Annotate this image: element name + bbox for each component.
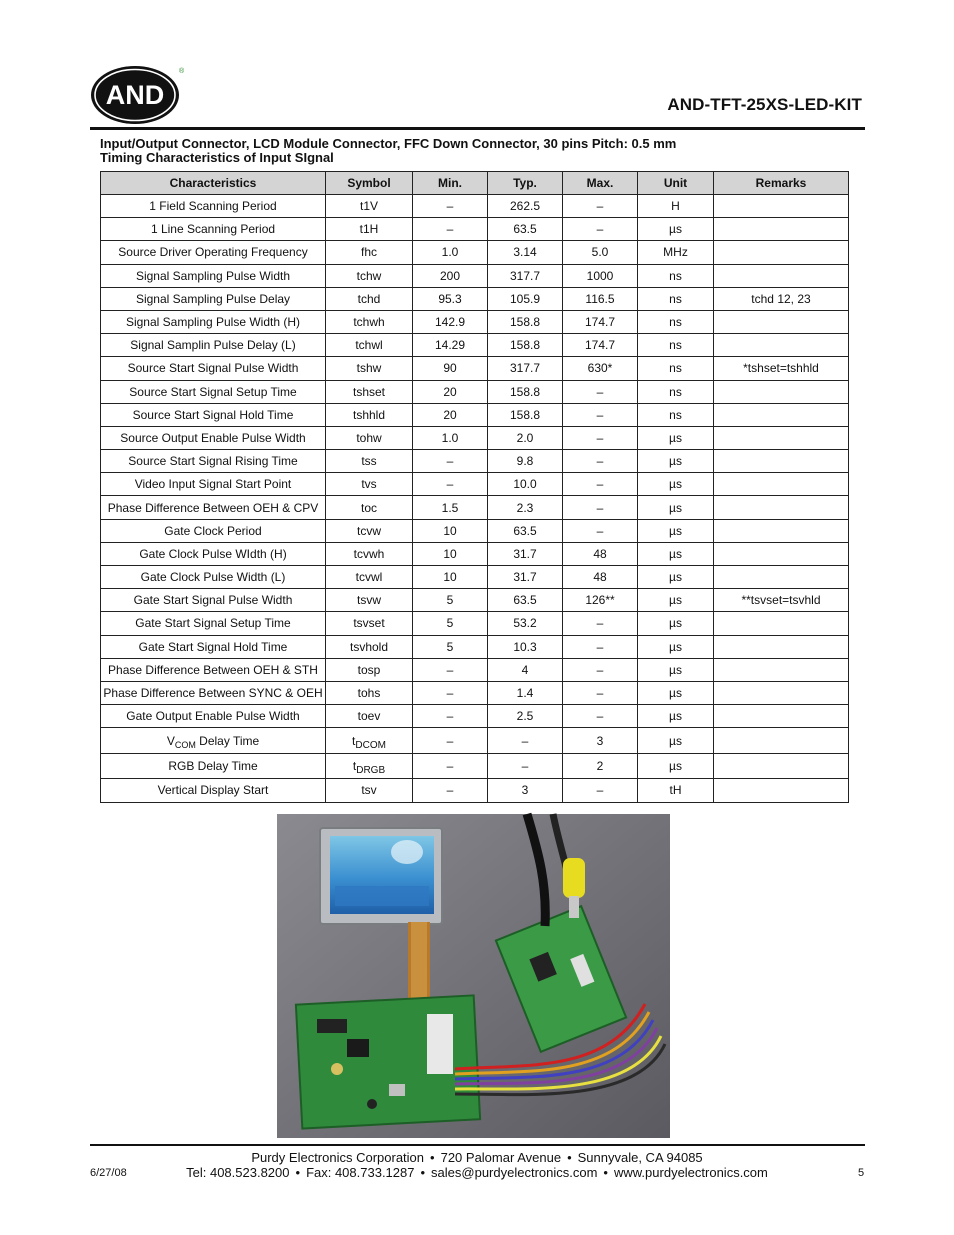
- cell-remarks: [714, 264, 849, 287]
- cell-max: –: [563, 519, 638, 542]
- cell-remarks: [714, 426, 849, 449]
- footer-website-link[interactable]: www.purdyelectronics.com: [613, 1165, 768, 1180]
- footer-city: Sunnyvale, CA 94085: [577, 1150, 703, 1165]
- cell-symbol: tshw: [326, 357, 413, 380]
- cell-remarks: [714, 473, 849, 496]
- cell-symbol: tvs: [326, 473, 413, 496]
- cell-remarks: [714, 566, 849, 589]
- cell-unit: ns: [638, 334, 714, 357]
- cell-symbol: tcvwl: [326, 566, 413, 589]
- table-row: [101, 310, 849, 333]
- cell-characteristic: Gate Clock Pulse Width (L): [101, 566, 326, 589]
- cell-max: –: [563, 635, 638, 658]
- table-row: [101, 287, 849, 310]
- cell-max: –: [563, 403, 638, 426]
- cell-symbol: tchw: [326, 264, 413, 287]
- cell-unit: µs: [638, 612, 714, 635]
- timing-characteristics-table: [100, 171, 849, 803]
- cell-characteristic: Source Start Signal Hold Time: [101, 403, 326, 426]
- cell-symbol: tohs: [326, 681, 413, 704]
- footer-street: 720 Palomar Avenue: [440, 1150, 562, 1165]
- cell-remarks: [714, 218, 849, 241]
- cell-typ: 63.5: [488, 519, 563, 542]
- cell-min: –: [413, 681, 488, 704]
- cell-typ: 262.5: [488, 195, 563, 218]
- cell-unit: tH: [638, 779, 714, 802]
- table-header-row: [101, 172, 849, 195]
- table-row: [101, 635, 849, 658]
- column-header-symbol: Symbol: [326, 172, 413, 195]
- cell-characteristic: Source Output Enable Pulse Width: [101, 426, 326, 449]
- cell-unit: ns: [638, 380, 714, 403]
- cell-typ: 63.5: [488, 218, 563, 241]
- table-row: [101, 519, 849, 542]
- cell-characteristic: Phase Difference Between SYNC & OEH: [101, 681, 326, 704]
- cell-remarks: [714, 779, 849, 802]
- cell-characteristic: Signal Samplin Pulse Delay (L): [101, 334, 326, 357]
- cell-characteristic: Source Start Signal Rising Time: [101, 450, 326, 473]
- heading-line-2: Timing Characteristics of Input SIgnal: [100, 150, 334, 165]
- cell-symbol: tchwh: [326, 310, 413, 333]
- table-row: [101, 380, 849, 403]
- cell-unit: µs: [638, 753, 714, 779]
- cell-max: 630*: [563, 357, 638, 380]
- cell-typ: 158.8: [488, 403, 563, 426]
- cell-min: 200: [413, 264, 488, 287]
- cell-symbol: tsv: [326, 779, 413, 802]
- cell-symbol: tchwl: [326, 334, 413, 357]
- cell-typ: 158.8: [488, 310, 563, 333]
- table-row: [101, 496, 849, 519]
- cell-typ: 1.4: [488, 681, 563, 704]
- cell-unit: µs: [638, 426, 714, 449]
- cell-typ: 317.7: [488, 264, 563, 287]
- cell-min: –: [413, 728, 488, 754]
- cell-typ: 158.8: [488, 334, 563, 357]
- cell-remarks: [714, 612, 849, 635]
- table-row-rgb-delay: [101, 753, 849, 779]
- cell-unit: ns: [638, 264, 714, 287]
- footer-rule: [90, 1144, 865, 1146]
- cell-symbol: $t_{DRGB}$: [326, 753, 413, 779]
- cell-remarks: tchd 12, 23: [714, 287, 849, 310]
- cell-typ: –: [488, 728, 563, 754]
- cell-max: 174.7: [563, 334, 638, 357]
- cell-unit: µs: [638, 496, 714, 519]
- table-row: [101, 705, 849, 728]
- cell-max: –: [563, 681, 638, 704]
- cell-min: 142.9: [413, 310, 488, 333]
- cell-characteristic: Video Input Signal Start Point: [101, 473, 326, 496]
- cell-unit: µs: [638, 589, 714, 612]
- cell-unit: µs: [638, 566, 714, 589]
- cell-remarks: [714, 658, 849, 681]
- footer-contact-line: Tel: 408.523.8200 • Fax: 408.733.1287 • sales@purdyelectronics.com • www.purdyelectronics.com: [186, 1165, 768, 1180]
- cell-min: –: [413, 705, 488, 728]
- cell-symbol: fhc: [326, 241, 413, 264]
- cell-remarks: [714, 450, 849, 473]
- cell-min: –: [413, 218, 488, 241]
- table-row: [101, 334, 849, 357]
- cell-remarks: [714, 519, 849, 542]
- table-row: [101, 218, 849, 241]
- cell-symbol: tchd: [326, 287, 413, 310]
- cell-max: –: [563, 658, 638, 681]
- cell-characteristic: Phase Difference Between OEH & STH: [101, 658, 326, 681]
- cell-remarks: [714, 403, 849, 426]
- footer-fax: Fax: 408.733.1287: [306, 1165, 415, 1180]
- table-row: [101, 589, 849, 612]
- cell-remarks: [714, 334, 849, 357]
- cell-remarks: [714, 195, 849, 218]
- footer-tel: Tel: 408.523.8200: [186, 1165, 290, 1180]
- cell-symbol: tss: [326, 450, 413, 473]
- cell-remarks: [714, 705, 849, 728]
- table-row: [101, 658, 849, 681]
- table-row: [101, 241, 849, 264]
- cell-typ: 317.7: [488, 357, 563, 380]
- cell-unit: µs: [638, 658, 714, 681]
- cell-symbol: tsvset: [326, 612, 413, 635]
- cell-characteristic: Signal Sampling Pulse Width (H): [101, 310, 326, 333]
- cell-unit: µs: [638, 473, 714, 496]
- cell-max: 174.7: [563, 310, 638, 333]
- cell-min: 10: [413, 519, 488, 542]
- cell-min: 20: [413, 380, 488, 403]
- cell-characteristic: Source Start Signal Setup Time: [101, 380, 326, 403]
- table-row: [101, 473, 849, 496]
- cell-min: 10: [413, 542, 488, 565]
- cell-typ: 105.9: [488, 287, 563, 310]
- cell-characteristic: 1 Field Scanning Period: [101, 195, 326, 218]
- cell-typ: 158.8: [488, 380, 563, 403]
- cell-characteristic: Gate Start Signal Pulse Width: [101, 589, 326, 612]
- cell-min: 5: [413, 612, 488, 635]
- logo-text: AND: [105, 80, 165, 110]
- cell-unit: MHz: [638, 241, 714, 264]
- table-row: [101, 450, 849, 473]
- cell-typ: 9.8: [488, 450, 563, 473]
- cell-symbol: tsvhold: [326, 635, 413, 658]
- cell-max: 5.0: [563, 241, 638, 264]
- cell-min: –: [413, 658, 488, 681]
- cell-max: 116.5: [563, 287, 638, 310]
- cell-characteristic: Vertical Display Start: [101, 779, 326, 802]
- cell-typ: 2.0: [488, 426, 563, 449]
- cell-unit: µs: [638, 705, 714, 728]
- cell-remarks: [714, 310, 849, 333]
- cell-characteristic: Gate Start Signal Setup Time: [101, 612, 326, 635]
- cell-characteristic: Signal Sampling Pulse Width: [101, 264, 326, 287]
- cell-typ: 53.2: [488, 612, 563, 635]
- table-row-vertical-display-start: [101, 779, 849, 802]
- column-header-characteristics: Characteristics: [101, 172, 326, 195]
- cell-unit: µs: [638, 681, 714, 704]
- cell-symbol: toc: [326, 496, 413, 519]
- footer-address-line: Purdy Electronics Corporation • 720 Palomar Avenue • Sunnyvale, CA 94085: [251, 1150, 703, 1165]
- cell-max: –: [563, 612, 638, 635]
- cell-characteristic: Gate Clock Period: [101, 519, 326, 542]
- cell-characteristic: Phase Difference Between OEH & CPV: [101, 496, 326, 519]
- header-rule: [90, 127, 865, 130]
- cell-max: 1000: [563, 264, 638, 287]
- cell-min: –: [413, 753, 488, 779]
- cell-typ: 63.5: [488, 589, 563, 612]
- cell-characteristic: Source Driver Operating Frequency: [101, 241, 326, 264]
- heading-line-1: Input/Output Connector, LCD Module Connector, FFC Down Connector, 30 pins Pitch: 0.5 mm: [100, 136, 677, 151]
- column-header-remarks: Remarks: [714, 172, 849, 195]
- cell-min: 5: [413, 589, 488, 612]
- table-row: [101, 566, 849, 589]
- cell-max: –: [563, 380, 638, 403]
- cell-symbol: tshhld: [326, 403, 413, 426]
- cell-symbol: tcvw: [326, 519, 413, 542]
- cell-unit: ns: [638, 310, 714, 333]
- column-header-unit: Unit: [638, 172, 714, 195]
- cell-characteristic: 1 Line Scanning Period: [101, 218, 326, 241]
- cell-symbol: t1H: [326, 218, 413, 241]
- cell-symbol: tosp: [326, 658, 413, 681]
- section-heading: [100, 137, 676, 165]
- cell-max: –: [563, 705, 638, 728]
- cell-unit: µs: [638, 728, 714, 754]
- cell-unit: ns: [638, 403, 714, 426]
- table-row: [101, 195, 849, 218]
- cell-symbol: toev: [326, 705, 413, 728]
- cell-remarks: [714, 496, 849, 519]
- cell-symbol: $t_{DCOM}$: [326, 728, 413, 754]
- cell-remarks: *tshset=tshhld: [714, 357, 849, 380]
- column-header-max: Max.: [563, 172, 638, 195]
- cell-unit: ns: [638, 287, 714, 310]
- table-row: [101, 264, 849, 287]
- cell-max: 126**: [563, 589, 638, 612]
- and-logo: [90, 65, 185, 125]
- cell-max: 2: [563, 753, 638, 779]
- cell-symbol: t1V: [326, 195, 413, 218]
- cell-remarks: [714, 542, 849, 565]
- cell-max: –: [563, 473, 638, 496]
- cell-typ: –: [488, 753, 563, 779]
- column-header-min: Min.: [413, 172, 488, 195]
- cell-typ: 10.0: [488, 473, 563, 496]
- cell-min: 1.0: [413, 241, 488, 264]
- cell-characteristic: RGB Delay Time: [101, 753, 326, 779]
- cell-typ: 4: [488, 658, 563, 681]
- cell-remarks: [714, 380, 849, 403]
- cell-typ: 2.5: [488, 705, 563, 728]
- cell-max: –: [563, 426, 638, 449]
- page-number: 5: [858, 1167, 865, 1179]
- cell-unit: µs: [638, 218, 714, 241]
- cell-remarks: [714, 728, 849, 754]
- table-row: [101, 612, 849, 635]
- cell-max: –: [563, 450, 638, 473]
- cell-min: 1.5: [413, 496, 488, 519]
- cell-max: –: [563, 496, 638, 519]
- cell-characteristic: Gate Clock Pulse WIdth (H): [101, 542, 326, 565]
- cell-characteristic: Source Start Signal Pulse Width: [101, 357, 326, 380]
- table-row: [101, 426, 849, 449]
- document-title: AND-TFT-25XS-LED-KIT: [667, 95, 862, 114]
- cell-min: –: [413, 473, 488, 496]
- column-header-typ: Typ.: [488, 172, 563, 195]
- cell-min: –: [413, 779, 488, 802]
- cell-remarks: [714, 753, 849, 779]
- table-row: [101, 403, 849, 426]
- table-row: [101, 542, 849, 565]
- cell-unit: µs: [638, 519, 714, 542]
- cell-min: 20: [413, 403, 488, 426]
- cell-characteristic: $V_{COM}$ Delay Time: [101, 728, 326, 754]
- cell-max: –: [563, 218, 638, 241]
- cell-typ: 3.14: [488, 241, 563, 264]
- cell-unit: µs: [638, 635, 714, 658]
- cell-remarks: **tsvset=tsvhld: [714, 589, 849, 612]
- cell-unit: ns: [638, 357, 714, 380]
- cell-unit: µs: [638, 450, 714, 473]
- cell-min: 10: [413, 566, 488, 589]
- cell-max: –: [563, 195, 638, 218]
- cell-remarks: [714, 681, 849, 704]
- cell-symbol: tshset: [326, 380, 413, 403]
- cell-max: –: [563, 779, 638, 802]
- cell-max: 48: [563, 566, 638, 589]
- product-kit-photo: [277, 814, 670, 1138]
- cell-symbol: tsvw: [326, 589, 413, 612]
- cell-symbol: tohw: [326, 426, 413, 449]
- cell-min: –: [413, 195, 488, 218]
- cell-min: 14.29: [413, 334, 488, 357]
- cell-typ: 31.7: [488, 542, 563, 565]
- cell-min: 95.3: [413, 287, 488, 310]
- cell-remarks: [714, 635, 849, 658]
- cell-remarks: [714, 241, 849, 264]
- cell-characteristic: Gate Start Signal Hold Time: [101, 635, 326, 658]
- footer-company: Purdy Electronics Corporation: [251, 1150, 425, 1165]
- cell-min: 1.0: [413, 426, 488, 449]
- logo-registered-mark: ®: [179, 68, 185, 75]
- cell-min: 5: [413, 635, 488, 658]
- table-row-vcom-delay: [101, 728, 849, 754]
- cell-characteristic: Signal Sampling Pulse Delay: [101, 287, 326, 310]
- cell-min: –: [413, 450, 488, 473]
- cell-typ: 31.7: [488, 566, 563, 589]
- cell-symbol: tcvwh: [326, 542, 413, 565]
- cell-unit: H: [638, 195, 714, 218]
- cell-typ: 2.3: [488, 496, 563, 519]
- cell-characteristic: Gate Output Enable Pulse Width: [101, 705, 326, 728]
- footer-email-link[interactable]: sales@purdyelectronics.com: [431, 1165, 598, 1180]
- table-row: [101, 681, 849, 704]
- cell-unit: µs: [638, 542, 714, 565]
- cell-min: 90: [413, 357, 488, 380]
- table-row: [101, 357, 849, 380]
- footer-date: 6/27/08: [90, 1167, 127, 1179]
- cell-typ: 3: [488, 779, 563, 802]
- cell-max: 48: [563, 542, 638, 565]
- cell-typ: 10.3: [488, 635, 563, 658]
- cell-max: 3: [563, 728, 638, 754]
